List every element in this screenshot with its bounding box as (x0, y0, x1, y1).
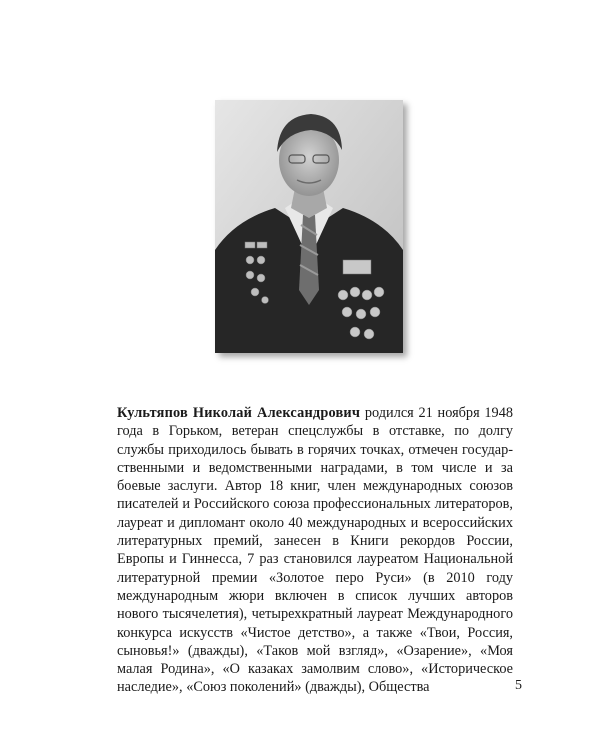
author-portrait-photo (215, 100, 403, 353)
page-number: 5 (515, 678, 522, 693)
portrait-image (215, 100, 403, 353)
author-name: Культяпов Николай Александрович (117, 405, 361, 421)
biography-text: родился 21 ноября 1948 года в Горьком, ветеран спецслужбы в отставке, по долгу службы приходилось бывать в горячих точках, отмечен государственными и ведомственными наградами, в том числе и за боевые заслуги. Автор 18 книг, член международных союзов писателей и Российского союза профессиональных литераторов, лауреат и дипломант около 40 международных и всероссийских литературных премий, занесен в Книги рекордов России, Европы и Гиннесса, 7 раз становился лауреатом Национальной литературной премии «Золотое перо Руси» (в 2010 году международным жюри включен в список лучших авторов нового тысячелетия), четырехкратный лауреат Международного конкурса искусств «Чистое детство», а также «Твои, Россия, сыновья!» (дважды), «Таков мой взгляд», «Озарение», «Моя малая Родина», «О казаках замолвим слово», «Историческое наследие», «Союз поколений» (дважды), Общества (117, 405, 513, 696)
author-biography (117, 404, 513, 697)
